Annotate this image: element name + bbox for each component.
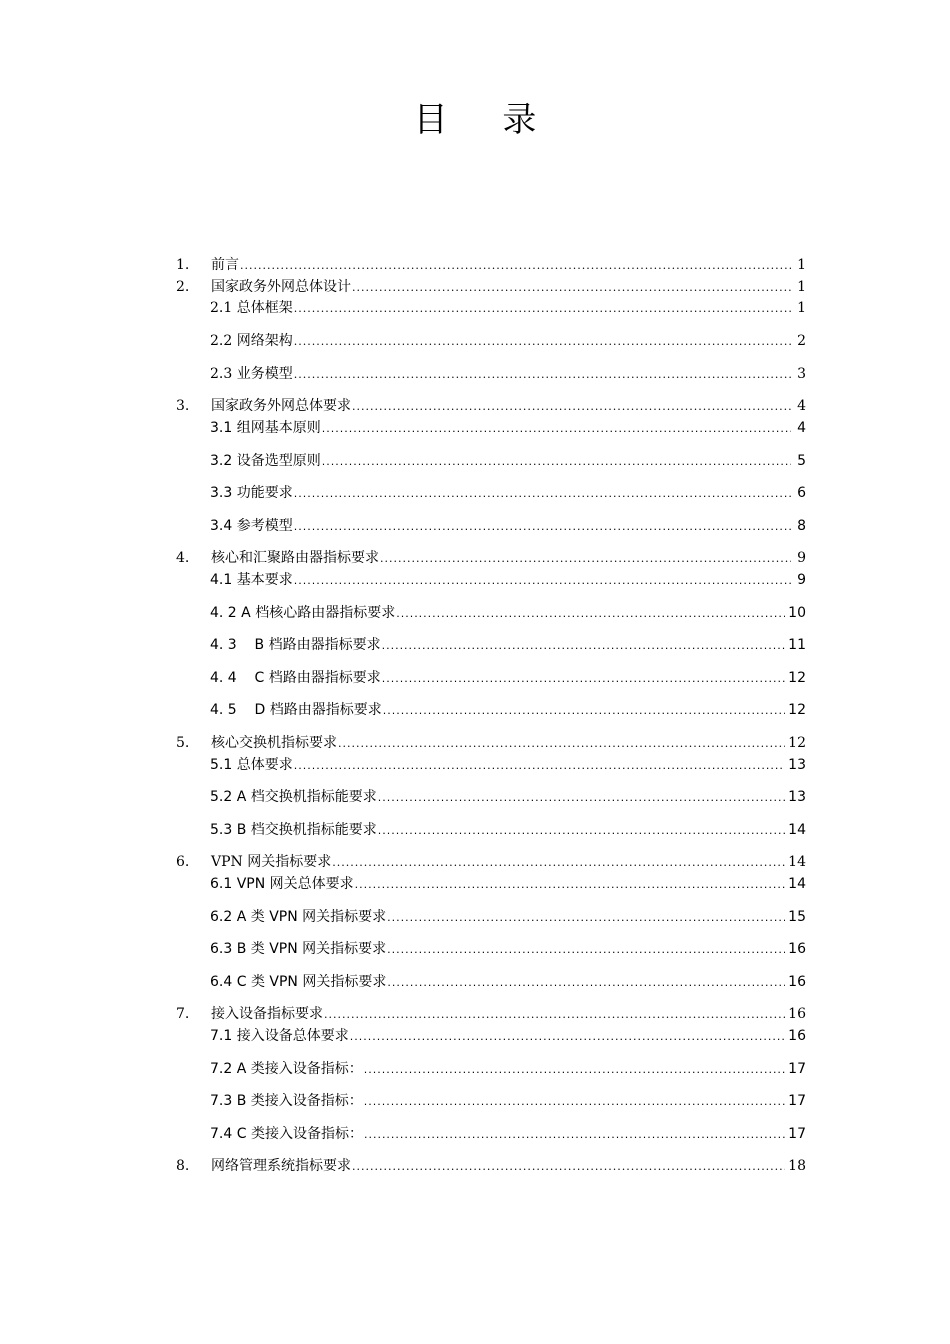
toc-number: 6. [176,854,190,870]
toc-label: 国家政务外网总体设计 [211,279,351,295]
toc-label: 7.4 C 类接入设备指标： [210,1126,363,1142]
toc-entry-8[interactable] [176,1156,806,1176]
toc-entry-7-3[interactable] [210,1091,806,1111]
toc-page: 12 [788,702,806,718]
dot-leader [364,1060,785,1080]
toc-entry-4-5[interactable] [210,700,806,720]
toc-label: 4.1 基本要求 [210,572,293,588]
toc-label: 6.1 VPN 网关总体要求 [210,876,354,892]
dot-leader [332,853,785,873]
toc-entry-7-1[interactable] [210,1026,806,1046]
toc-page: 1 [797,257,806,273]
toc-label: 5.2 A 档交换机指标能要求 [210,789,377,805]
dot-leader [352,278,791,298]
toc-entry-4-1[interactable] [210,570,806,590]
toc-entry-3-1[interactable] [210,418,806,438]
toc-page: 9 [797,550,806,566]
toc-page: 18 [788,1158,806,1174]
dot-leader [352,397,791,417]
toc-entry-7-4[interactable] [210,1124,806,1144]
toc-entry-3-3[interactable] [210,483,806,503]
dot-leader [382,669,785,689]
toc-page: 13 [788,757,806,773]
toc-label: 4. 2 A 档核心路由器指标要求 [210,605,396,621]
toc-number: 5. [176,735,190,751]
toc-label: 4. 5 D 档路由器指标要求 [210,702,382,718]
toc-label: 4. 4 C 档路由器指标要求 [210,670,381,686]
toc-page: 16 [788,1006,806,1022]
dot-leader [352,1157,785,1177]
toc-label: 前言 [211,257,239,273]
toc-label: 3.2 设备选型原则 [210,453,321,469]
toc-page: 17 [788,1061,806,1077]
toc-page: 14 [788,854,806,870]
dot-leader [324,1005,785,1025]
toc-entry-6-4[interactable] [210,972,806,992]
page-title: 目 录 [413,100,559,140]
toc-page: 15 [788,909,806,925]
dot-leader [294,332,791,352]
dot-leader [380,549,791,569]
toc-number: 7. [176,1006,190,1022]
dot-leader [387,908,785,928]
toc-entry-2-3[interactable] [210,364,806,384]
toc-entry-3-4[interactable] [210,516,806,536]
toc-label: 3.4 参考模型 [210,518,293,534]
toc-entry-6[interactable] [176,852,806,872]
toc-entry-2-2[interactable] [210,331,806,351]
dot-leader [387,973,785,993]
toc-page: 2 [797,333,806,349]
toc-label: 网络管理系统指标要求 [211,1158,351,1174]
toc-label: 国家政务外网总体要求 [211,398,351,414]
toc-page: 16 [788,974,806,990]
dot-leader [294,756,785,776]
toc-page: 13 [788,789,806,805]
toc-entry-6-3[interactable] [210,939,806,959]
toc-page: 4 [797,420,806,436]
toc-page: 16 [788,1028,806,1044]
toc-label: 3.3 功能要求 [210,485,293,501]
toc-page: 9 [797,572,806,588]
toc-entry-3[interactable] [176,396,806,416]
toc-number: 2. [176,279,190,295]
toc-entry-5[interactable] [176,733,806,753]
toc-entry-3-2[interactable] [210,451,806,471]
toc-label: 6.2 A 类 VPN 网关指标要求 [210,909,387,925]
toc-label: 2.3 业务模型 [210,366,293,382]
toc-number: 3. [176,398,190,414]
toc-label: 2.2 网络架构 [210,333,293,349]
toc-label: 接入设备指标要求 [211,1006,323,1022]
toc-label: 核心交换机指标要求 [211,735,337,751]
toc-page: 14 [788,822,806,838]
dot-leader [294,484,791,504]
toc-page: 1 [797,279,806,295]
dot-leader [364,1092,785,1112]
toc-label: 2.1 总体框架 [210,300,293,316]
dot-leader [322,419,791,439]
toc-page: 10 [788,605,806,621]
toc-page: 5 [797,453,806,469]
toc-entry-2-1[interactable] [210,298,806,318]
toc-label: 4. 3 B 档路由器指标要求 [210,637,381,653]
dot-leader [294,571,791,591]
dot-leader [355,875,786,895]
toc-entry-7-2[interactable] [210,1059,806,1079]
toc-page: 12 [788,670,806,686]
toc-number: 1. [176,257,190,273]
toc-page: 8 [797,518,806,534]
toc-entry-4-3[interactable] [210,635,806,655]
toc-page: 16 [788,941,806,957]
dot-leader [294,365,791,385]
toc-label: VPN 网关指标要求 [211,854,332,870]
toc-page: 17 [788,1093,806,1109]
toc-page: 14 [788,876,806,892]
toc-page: 17 [788,1126,806,1142]
dot-leader [240,256,791,276]
toc-number: 8. [176,1158,190,1174]
toc-entry-5-2[interactable] [210,787,806,807]
toc-page: 1 [797,300,806,316]
toc-entry-7[interactable] [176,1004,806,1024]
toc-entry-4-2[interactable] [210,603,806,623]
dot-leader [378,788,785,808]
toc-entry-5-3[interactable] [210,820,806,840]
toc-number: 4. [176,550,190,566]
dot-leader [364,1125,785,1145]
dot-leader [378,821,785,841]
toc-page: 3 [797,366,806,382]
toc-page: 12 [788,735,806,751]
toc-entry-1[interactable] [176,255,806,275]
dot-leader [382,636,786,656]
toc-entry-2[interactable] [176,277,806,297]
toc-label: 5.1 总体要求 [210,757,293,773]
toc-entry-6-2[interactable] [210,907,806,927]
dot-leader [387,940,785,960]
dot-leader [322,452,791,472]
toc-page: 6 [797,485,806,501]
dot-leader [294,517,791,537]
toc-label: 5.3 B 档交换机指标能要求 [210,822,377,838]
dot-leader [396,604,785,624]
toc-page: 11 [788,637,806,653]
toc-entry-6-1[interactable] [210,874,806,894]
toc-label: 7.1 接入设备总体要求 [210,1028,349,1044]
dot-leader [338,734,785,754]
dot-leader [383,701,785,721]
toc-label: 7.3 B 类接入设备指标： [210,1093,363,1109]
dot-leader [350,1027,785,1047]
toc-label: 3.1 组网基本原则 [210,420,321,436]
toc-label: 7.2 A 类接入设备指标： [210,1061,363,1077]
toc-entry-5-1[interactable] [210,755,806,775]
toc-entry-4-4[interactable] [210,668,806,688]
toc-label: 核心和汇聚路由器指标要求 [211,550,379,566]
toc-label: 6.4 C 类 VPN 网关指标要求 [210,974,387,990]
dot-leader [294,299,791,319]
toc-label: 6.3 B 类 VPN 网关指标要求 [210,941,387,957]
toc-page: 4 [797,398,806,414]
toc-entry-4[interactable] [176,548,806,568]
